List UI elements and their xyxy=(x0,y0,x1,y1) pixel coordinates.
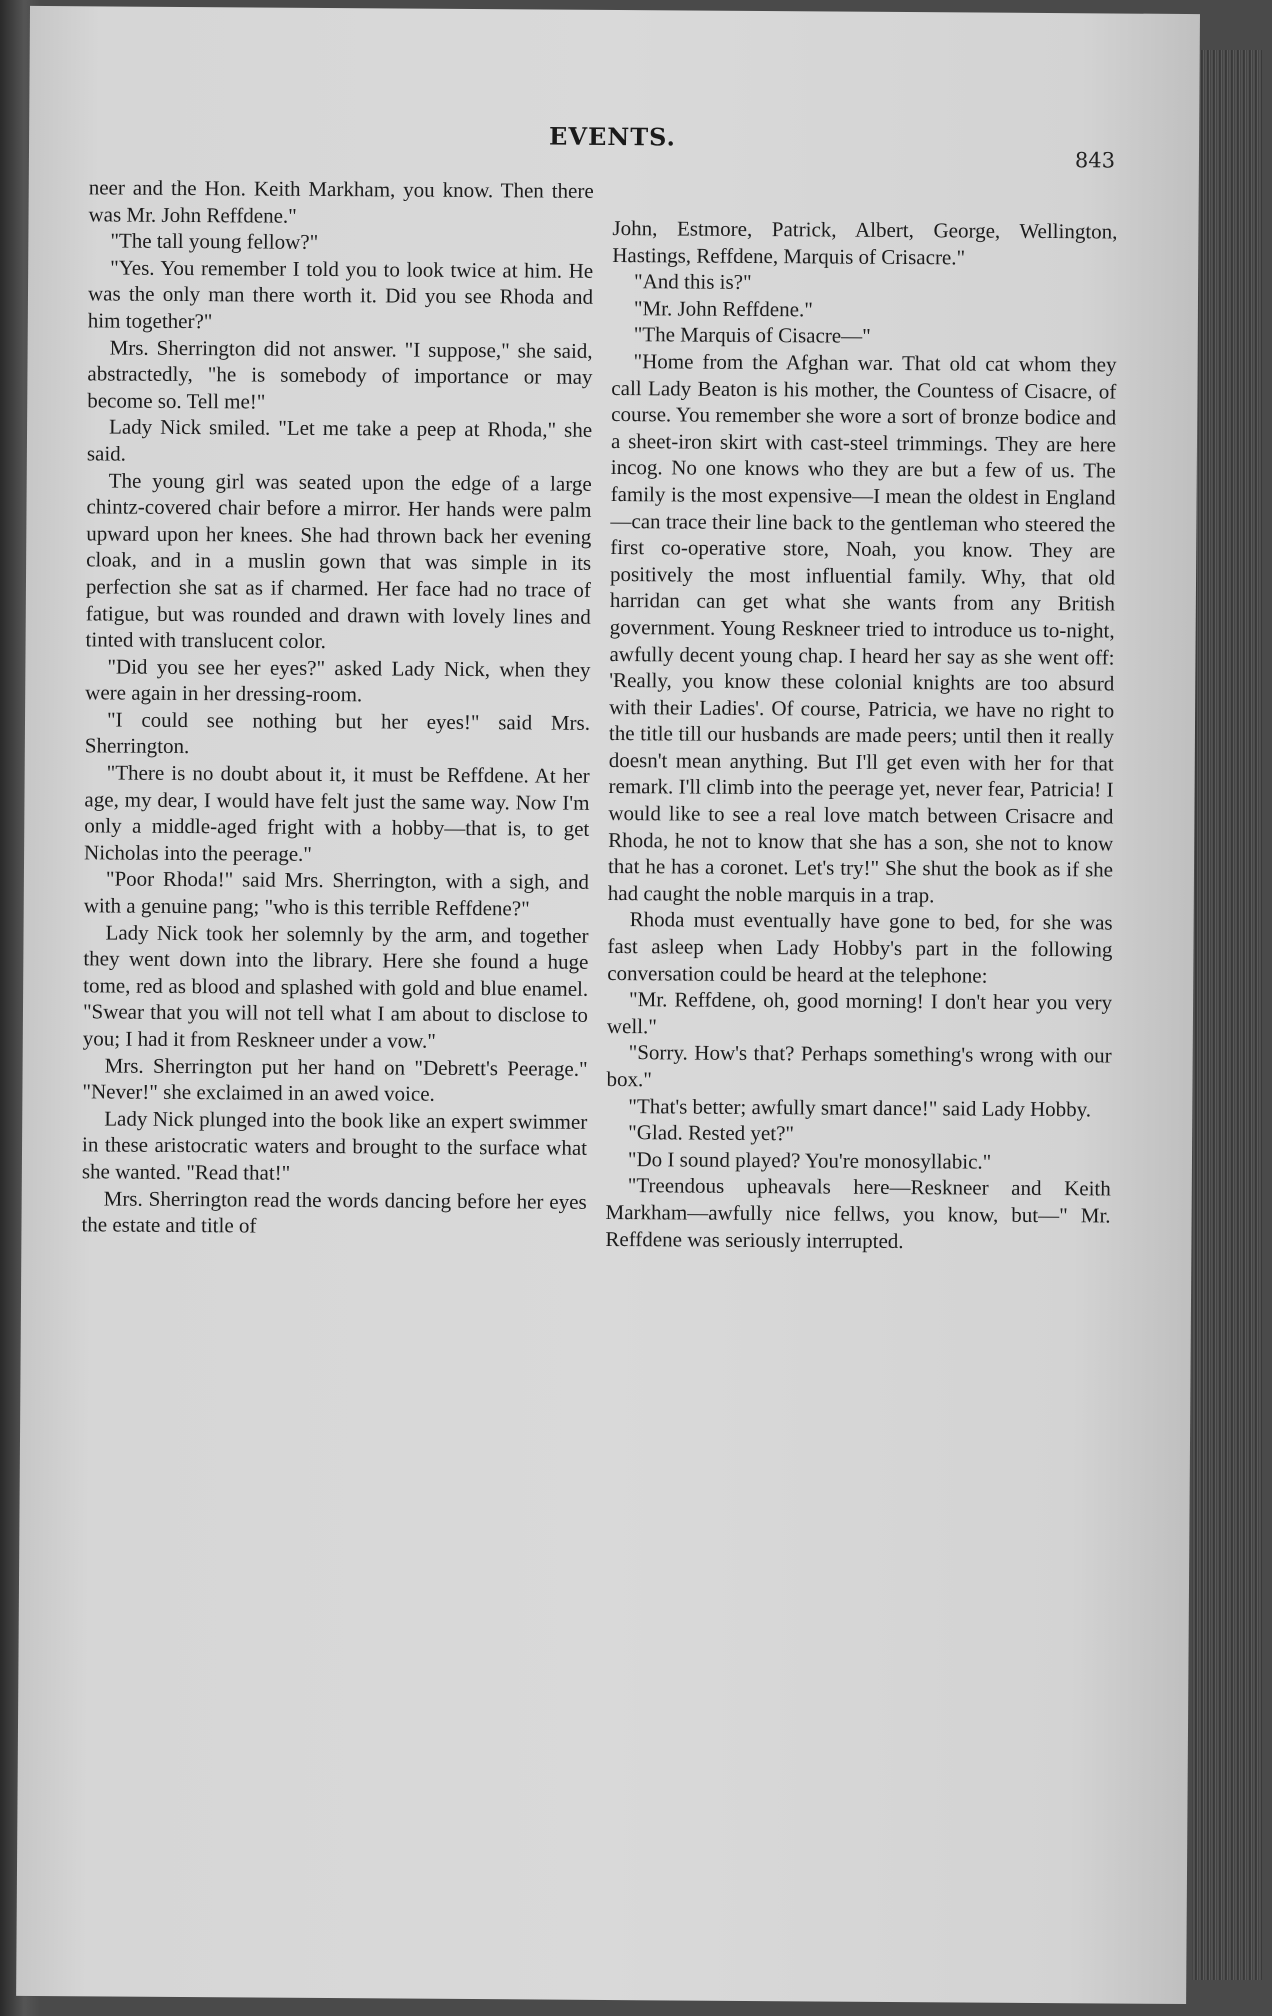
paragraph: John, Estmore, Patrick, Albert, George, Wellington, Hastings, Reffdene, Marquis of Crisacre." xyxy=(612,215,1118,270)
paragraph: "Mr. John Reffdene." xyxy=(633,295,813,322)
paragraph: "Home from the Afghan war. That old cat whom they call Lady Beaton is his mother, the Countess of Cisacre, of course. You remember she wore a sort of bronze bodice and a sheet-iron skirt with cast-steel trimmings. They are here incog. No one knows who they are but a few of us. The family is the most expensive—I mean the oldest in England—can trace their line back to the gentleman who steered the first co-operative store, Noah, you know. They are positively the most influential family. Why, that old harridan can get what she wants from any British government. Young Resknеer tried to introduce us to-night, awfully decent young chap. I heard her say as she went off: 'Really, you know these colonial knights are too absurd with their Ladies'. Of course, Patricia, we have no right to the title till our husbands are made peers; until then it really doesn't mean anything. But I'll get even with her for that remark. I'll climb into the peerage yet, never fear, Patricia! I would like to see a real love match between Crisacre and Rhoda, he not to know that she has a son, she not to know that he has a coronet. Let's try!" She shut the book as if she had caught the noble marquis in a trap. xyxy=(607,349,1117,908)
paragraph: "Treendous upheavals here—Reskneer and Keith Markham—awfully nice fellws, you know, but—" Mr. Reffdene was seriously interrupted. xyxy=(605,1173,1111,1253)
paragraph: "The Marquis of Cisacre—" xyxy=(633,322,871,349)
paragraph: Lady Nick plunged into the book like an expert swimmer in these aristocratic waters and brought to the surface what she wanted. "Read that!" xyxy=(81,1106,588,1185)
paragraph: Mrs. Sherrington did not answer. "I suppose," she said, abstractedly, "he is somebody of importance or may become so. Tell me!" xyxy=(87,335,593,414)
paragraph: Lady Nick took her solemnly by the arm, and together they went down into the library. Here she found a huge tome, red as blood and splashed with gold and blue enamel. "Swear that you will not tell what I am about to disclose to you; I had it from Reskneer under a vow." xyxy=(82,920,589,1053)
page-sheet xyxy=(16,6,1200,2004)
right-column xyxy=(605,215,1117,1256)
paragraph: Lady Nick smiled. "Let me take a peep at Rhoda," she said. xyxy=(86,414,593,466)
page-number: 843 xyxy=(1074,148,1116,173)
paragraph: "The tall young fellow?" xyxy=(110,228,319,255)
paragraph: "There is no doubt about it, it must be Reffdene. At her age, my dear, I would have felt just the same way. Now I'm only a middle-aged fright with a hobby—that is, to get Nicholas into the peerage." xyxy=(84,760,590,866)
paragraph: "Do I sound played? You're monosyllabic." xyxy=(627,1146,992,1174)
paragraph: Rhoda must eventually have gone to bed, for she was fast asleep when Lady Hobby's part in the following conversation could be heard at the telephone: xyxy=(607,907,1113,988)
paragraph: Mrs. Sherrington put her hand on "Debrett's Peerage." "Never!" she exclaimed in an awed voice. xyxy=(82,1053,588,1106)
left-column xyxy=(81,174,593,1241)
paragraph: "Poor Rhoda!" said Mrs. Sherrington, with a sigh, and with a genuine pang; "who is this terrible Reffdene?" xyxy=(83,866,589,921)
paragraph: "Yes. You remember I told you to look twice at him. He was the only man there worth it. Did you see Rhoda and him together?" xyxy=(87,255,594,334)
paragraph: "And this is?" xyxy=(634,269,752,295)
paragraph: neer and the Hon. Keith Markham, you know. Then there was Mr. John Reffdene." xyxy=(88,175,594,228)
paragraph: "Mr. Reffdene, oh, good morning! I don't hear you very well." xyxy=(606,987,1113,1039)
page-edges xyxy=(1192,50,1262,1980)
paragraph: The young girl was seated upon the edge of a large chintz-covered chair before a mirror. Her hands were palm upward upon her knees. She had thrown back her evening cloak, and in a muslin gown that was simple in its perfection she sat as if charmed. Her face had no trace of fatigue, but was rounded and drawn with lovely lines and tinted with translucent color. xyxy=(85,468,592,654)
paragraph: Mrs. Sherrington read the words dancing before her eyes the estate and title of xyxy=(81,1186,587,1238)
paragraph: "Sorry. How's that? Perhaps something's wrong with our box." xyxy=(606,1040,1112,1092)
paragraph: "That's better; awfully smart dance!" said Lady Hobby. xyxy=(628,1093,1092,1121)
paragraph: "I could see nothing but her eyes!" said Mrs. Sherrington. xyxy=(84,707,591,759)
paragraph: "Did you see her eyes?" asked Lady Nick, when they were again in her dressing-room. xyxy=(85,654,591,707)
paragraph: "Glad. Rested yet?" xyxy=(628,1120,795,1146)
running-head: EVENTS. xyxy=(549,121,677,152)
